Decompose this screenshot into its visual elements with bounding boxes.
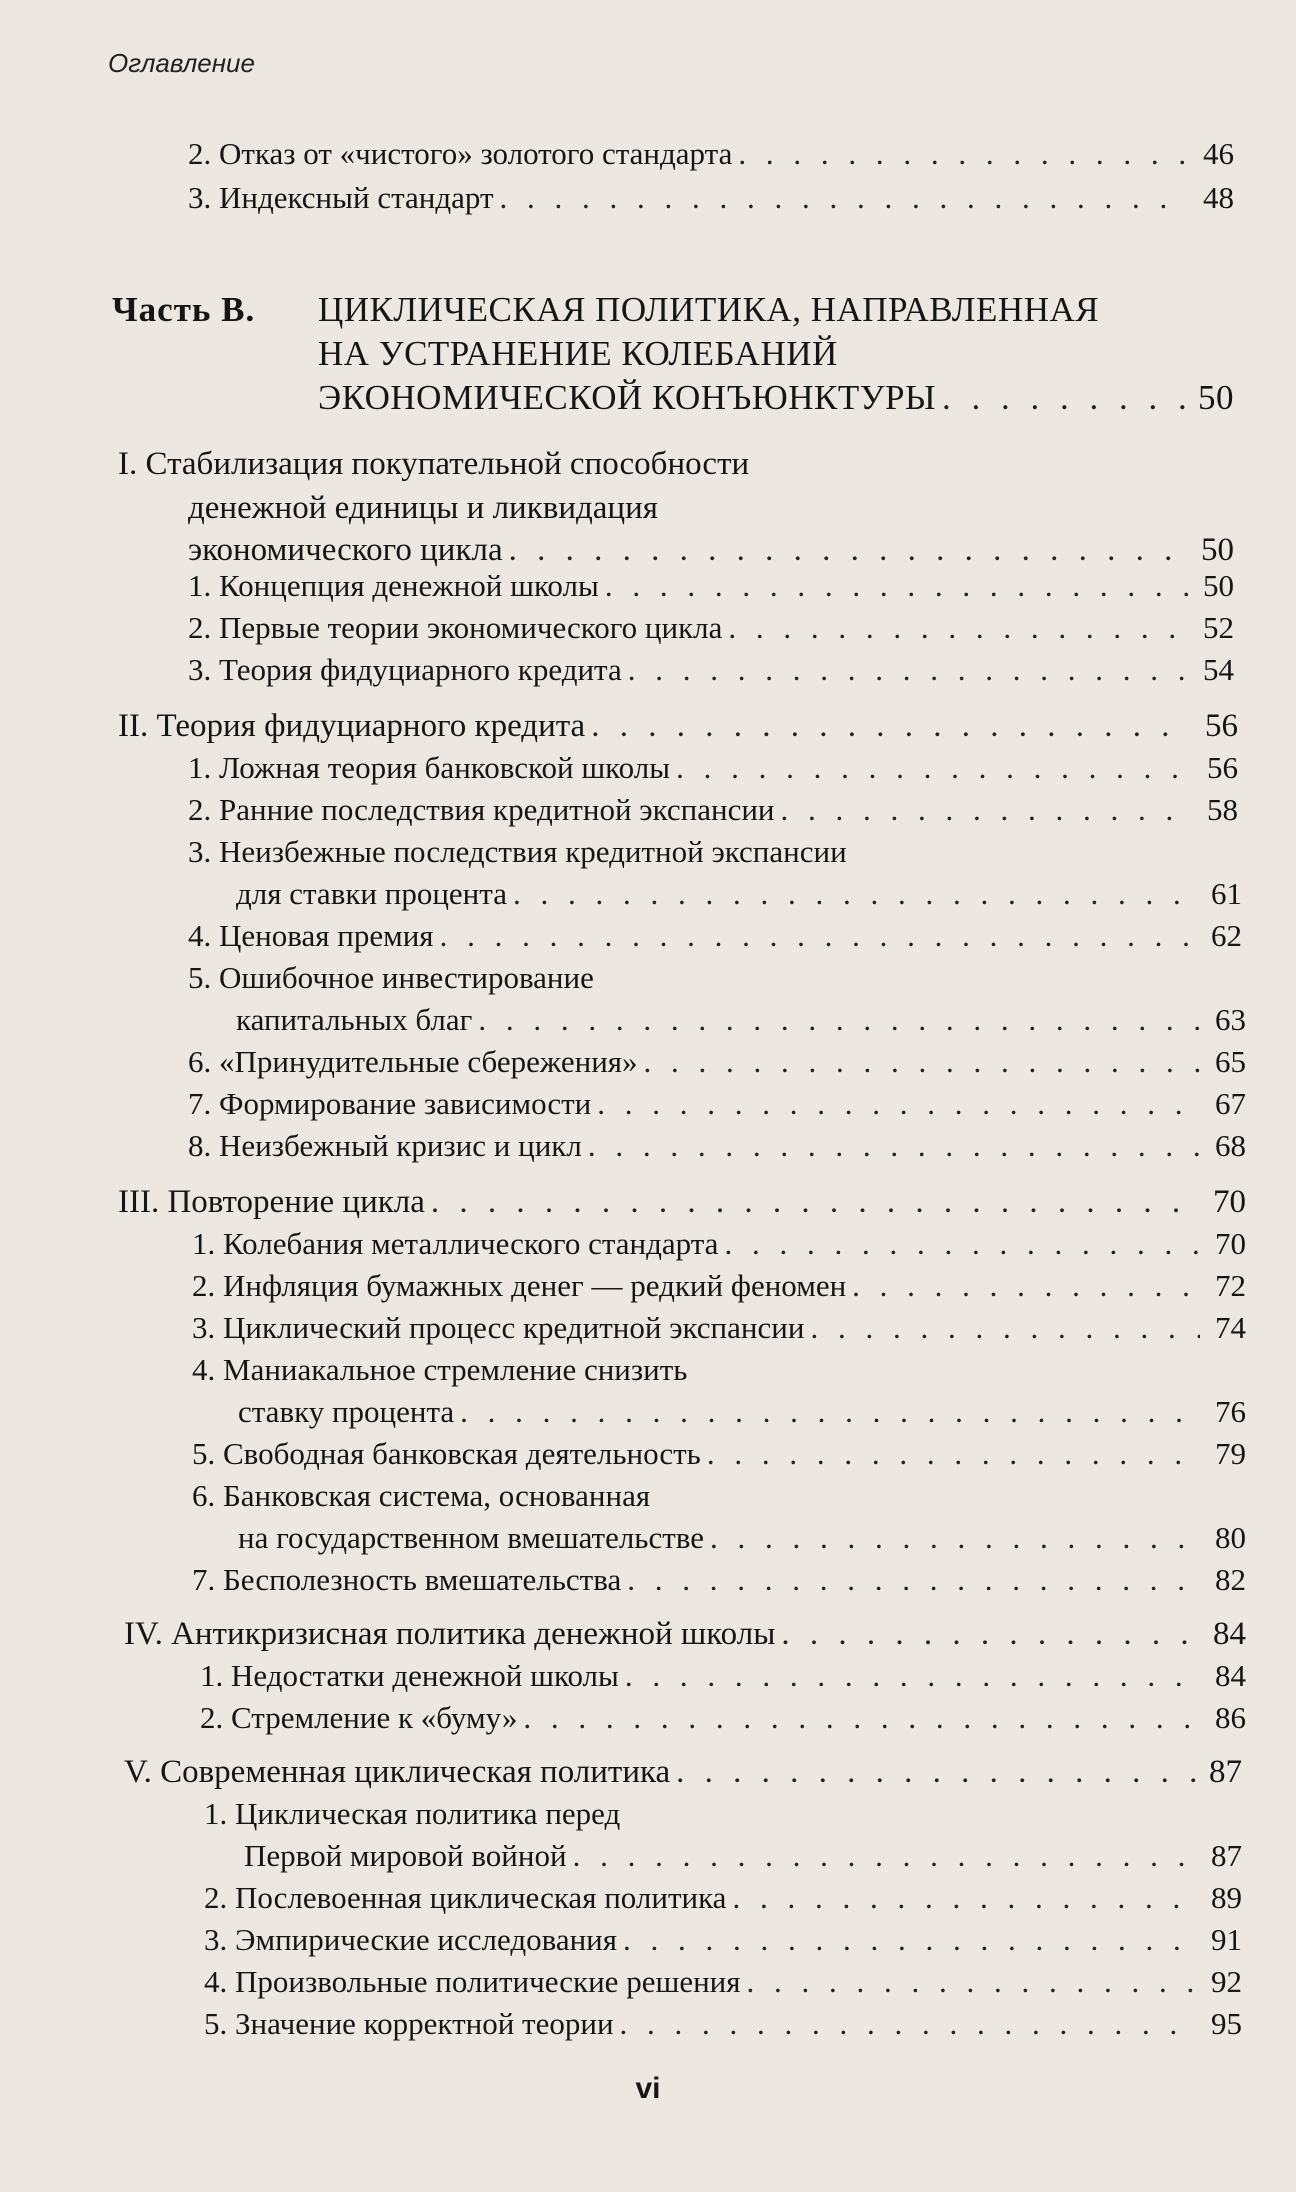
toc-entry-title: 3. Эмпирические исследования bbox=[204, 1922, 618, 1957]
toc-entry[interactable] bbox=[238, 1392, 1246, 1432]
toc-entry[interactable] bbox=[188, 916, 1242, 956]
leader-dots bbox=[724, 1224, 1200, 1264]
toc-entry-title: 5. Значение корректной теории bbox=[204, 2006, 614, 2041]
toc-entry-page: 95 bbox=[1211, 2006, 1242, 2041]
chapter-entry[interactable] bbox=[118, 1182, 1246, 1222]
toc-entry[interactable] bbox=[244, 1836, 1242, 1876]
toc-entry-title: 4. Произвольные политические решения bbox=[204, 1964, 741, 1999]
toc-entry-page: 76 bbox=[1215, 1394, 1246, 1429]
toc-entry[interactable] bbox=[204, 1962, 1242, 2002]
leader-dots bbox=[620, 2004, 1196, 2044]
chapter-title-line: I. Стабилизация покупательной способности bbox=[118, 446, 750, 482]
toc-entry-page: 74 bbox=[1215, 1310, 1246, 1345]
toc-entry-title: 1. Концепция денежной школы bbox=[188, 568, 599, 603]
toc-entry-page: 89 bbox=[1211, 1880, 1242, 1915]
chapter-title-line: экономического цикла bbox=[188, 532, 503, 568]
part-title-line: НА УСТРАНЕНИЕ КОЛЕБАНИЙ bbox=[318, 334, 838, 373]
leader-dots bbox=[588, 1126, 1200, 1166]
toc-entry[interactable] bbox=[188, 566, 1234, 606]
leader-dots bbox=[781, 790, 1192, 830]
toc-entry-page: 54 bbox=[1203, 652, 1234, 687]
toc-entry[interactable] bbox=[204, 1920, 1242, 1960]
toc-entry[interactable] bbox=[200, 1656, 1246, 1696]
toc-entry-title: 2. Инфляция бумажных денег — редкий феномен bbox=[192, 1268, 847, 1303]
part-title-line: ЭКОНОМИЧЕСКОЙ КОНЪЮНКТУРЫ bbox=[318, 378, 937, 417]
toc-entry[interactable] bbox=[238, 1518, 1246, 1558]
part-page: 50 bbox=[1198, 378, 1234, 417]
chapter-entry[interactable] bbox=[118, 706, 1238, 746]
toc-entry-page: 63 bbox=[1215, 1002, 1246, 1037]
toc-entry-title: 7. Формирование зависимости bbox=[188, 1086, 592, 1121]
chapter-title: III. Повторение цикла bbox=[118, 1184, 425, 1220]
chapter-title: IV. Антикризисная политика денежной школы bbox=[124, 1616, 776, 1652]
toc-entry-title: 3. Теория фидуциарного кредита bbox=[188, 652, 622, 687]
toc-entry-title: 6. «Принудительные сбережения» bbox=[188, 1044, 638, 1079]
toc-entry[interactable] bbox=[236, 1000, 1246, 1040]
leader-dots bbox=[478, 1000, 1200, 1040]
toc-entry[interactable] bbox=[204, 2004, 1242, 2044]
leader-dots bbox=[627, 1560, 1200, 1600]
toc-entry-page: 58 bbox=[1207, 792, 1238, 827]
chapter-title: V. Современная циклическая политика bbox=[124, 1754, 671, 1790]
toc-entry-title: 1. Недостатки денежной школы bbox=[200, 1658, 619, 1693]
toc-entry-page: 48 bbox=[1203, 180, 1234, 215]
toc-entry[interactable] bbox=[236, 874, 1242, 914]
toc-entry-page: 80 bbox=[1215, 1520, 1246, 1555]
leader-dots bbox=[509, 530, 1188, 570]
toc-entry-title: 2. Первые теории экономического цикла bbox=[188, 610, 723, 645]
toc-entry-page: 91 bbox=[1211, 1922, 1242, 1957]
toc-entry-title-line: ставку процента bbox=[238, 1394, 455, 1429]
toc-entry-title-line: 5. Ошибочное инвестирование bbox=[188, 960, 594, 995]
toc-entry-page: 62 bbox=[1211, 918, 1242, 953]
toc-entry-title-line: 3. Неизбежные последствия кредитной экспансии bbox=[188, 834, 847, 869]
toc-entry[interactable] bbox=[188, 790, 1238, 830]
toc-entry-page: 61 bbox=[1211, 876, 1242, 911]
leader-dots bbox=[728, 608, 1188, 648]
toc-entry-title: 3. Индексный стандарт bbox=[188, 180, 494, 215]
chapter-page: 70 bbox=[1213, 1184, 1246, 1220]
toc-entry-title: 1. Ложная теория банковской школы bbox=[188, 750, 671, 785]
toc-entry-page: 65 bbox=[1215, 1044, 1246, 1079]
toc-entry[interactable] bbox=[188, 1042, 1246, 1082]
toc-entry-page: 87 bbox=[1211, 1838, 1242, 1873]
chapter-page: 50 bbox=[1201, 532, 1234, 568]
leader-dots bbox=[710, 1518, 1200, 1558]
leader-dots bbox=[513, 874, 1196, 914]
toc-entry[interactable] bbox=[188, 1126, 1246, 1166]
leader-dots bbox=[625, 1656, 1200, 1696]
toc-entry-page: 50 bbox=[1203, 568, 1234, 603]
chapter-page: 87 bbox=[1209, 1754, 1242, 1790]
leader-dots bbox=[676, 1752, 1196, 1792]
toc-entry[interactable] bbox=[188, 1084, 1246, 1124]
leader-dots bbox=[628, 650, 1188, 690]
leader-dots bbox=[440, 916, 1196, 956]
toc-entry-page: 84 bbox=[1215, 1658, 1246, 1693]
toc-entry-page: 86 bbox=[1215, 1700, 1246, 1735]
toc-entry-title: 1. Колебания металлического стандарта bbox=[192, 1226, 719, 1261]
leader-dots bbox=[605, 566, 1188, 606]
toc-entry-page: 70 bbox=[1215, 1226, 1246, 1261]
running-head: Оглавление bbox=[108, 48, 255, 78]
chapter-entry[interactable] bbox=[124, 1752, 1242, 1792]
leader-dots bbox=[460, 1392, 1200, 1432]
toc-entry[interactable] bbox=[192, 1560, 1246, 1600]
toc-entry-title: 2. Стремление к «буму» bbox=[200, 1700, 518, 1735]
toc-entry[interactable] bbox=[188, 178, 1234, 218]
toc-entry-title-line: Первой мировой войной bbox=[244, 1838, 567, 1873]
leader-dots bbox=[597, 1084, 1200, 1124]
toc-entry-title-line: капитальных благ bbox=[236, 1002, 473, 1037]
toc-entry[interactable] bbox=[192, 1266, 1246, 1306]
toc-entry[interactable] bbox=[204, 1878, 1242, 1918]
chapter-entry[interactable] bbox=[188, 530, 1234, 570]
page-number: vi bbox=[635, 2072, 661, 2105]
leader-dots bbox=[644, 1042, 1200, 1082]
leader-dots bbox=[431, 1182, 1200, 1222]
toc-entry[interactable] bbox=[192, 1434, 1246, 1474]
toc-entry-title: 7. Бесполезность вмешательства bbox=[192, 1562, 622, 1597]
toc-entry[interactable] bbox=[188, 650, 1234, 690]
leader-dots bbox=[942, 376, 1188, 420]
chapter-page: 56 bbox=[1205, 708, 1238, 744]
chapter-title: II. Теория фидуциарного кредита bbox=[118, 708, 586, 744]
leader-dots bbox=[707, 1434, 1200, 1474]
toc-entry[interactable] bbox=[192, 1308, 1246, 1348]
toc-entry-page: 92 bbox=[1211, 1964, 1242, 1999]
toc-entry-title-line: для ставки процента bbox=[236, 876, 507, 911]
toc-entry[interactable] bbox=[188, 134, 1234, 174]
chapter-title-line: денежной единицы и ликвидация bbox=[188, 490, 658, 526]
leader-dots bbox=[500, 178, 1188, 218]
toc-entry-page: 67 bbox=[1215, 1086, 1246, 1121]
toc-entry-page: 79 bbox=[1215, 1436, 1246, 1471]
leader-dots bbox=[810, 1308, 1200, 1348]
chapter-page: 84 bbox=[1213, 1616, 1246, 1652]
leader-dots bbox=[523, 1698, 1200, 1738]
toc-entry-title: 5. Свободная банковская деятельность bbox=[192, 1436, 701, 1471]
toc-entry-page: 82 bbox=[1215, 1562, 1246, 1597]
toc-entry-title-line: на государственном вмешательстве bbox=[238, 1520, 704, 1555]
toc-entry-title: 2. Ранние последствия кредитной экспансии bbox=[188, 792, 775, 827]
toc-entry-title: 4. Ценовая премия bbox=[188, 918, 434, 953]
toc-entry-title: 8. Неизбежный кризис и цикл bbox=[188, 1128, 582, 1163]
leader-dots bbox=[732, 1878, 1196, 1918]
toc-entry-title-line: 6. Банковская система, основанная bbox=[192, 1478, 651, 1513]
part-title-line: ЦИКЛИЧЕСКАЯ ПОЛИТИКА, НАПРАВЛЕННАЯ bbox=[318, 290, 1100, 329]
toc-entry-page: 46 bbox=[1203, 136, 1234, 171]
leader-dots bbox=[747, 1962, 1196, 2002]
toc-entry-page: 56 bbox=[1207, 750, 1238, 785]
toc-entry-title: 2. Отказ от «чистого» золотого стандарта bbox=[188, 136, 733, 171]
toc-entry[interactable] bbox=[188, 608, 1234, 648]
chapter-entry[interactable] bbox=[124, 1614, 1246, 1654]
leader-dots bbox=[591, 706, 1192, 746]
leader-dots bbox=[781, 1614, 1200, 1654]
toc-entry-page: 52 bbox=[1203, 610, 1234, 645]
toc-entry[interactable] bbox=[188, 748, 1238, 788]
toc-entry-title: 2. Послевоенная циклическая политика bbox=[204, 1880, 727, 1915]
leader-dots bbox=[676, 748, 1192, 788]
toc-entry[interactable] bbox=[200, 1698, 1246, 1738]
leader-dots bbox=[623, 1920, 1196, 1960]
toc-entry[interactable] bbox=[192, 1224, 1246, 1264]
toc-entry-title-line: 1. Циклическая политика перед bbox=[204, 1796, 621, 1831]
leader-dots bbox=[573, 1836, 1196, 1876]
part-label: Часть B. bbox=[112, 290, 256, 329]
leader-dots bbox=[738, 134, 1188, 174]
toc-entry-page: 72 bbox=[1215, 1268, 1246, 1303]
toc-entry-page: 68 bbox=[1215, 1128, 1246, 1163]
toc-entry-title-line: 4. Маниакальное стремление снизить bbox=[192, 1352, 688, 1387]
toc-entry-title: 3. Циклический процесс кредитной экспансии bbox=[192, 1310, 805, 1345]
part-entry[interactable] bbox=[318, 376, 1234, 420]
leader-dots bbox=[852, 1266, 1200, 1306]
